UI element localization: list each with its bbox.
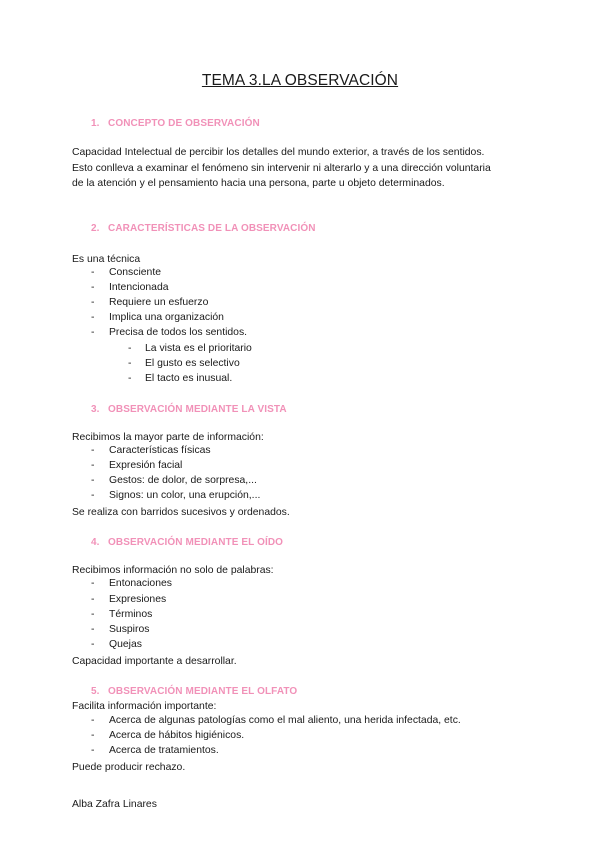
section-2-heading: [91, 223, 316, 234]
section-title: CARACTERÍSTICAS DE LA OBSERVACIÓN: [108, 223, 316, 234]
bullet: -: [91, 594, 95, 605]
section-number: 3.: [91, 404, 100, 415]
section-number: 4.: [91, 537, 100, 548]
section-intro: Facilita información importante:: [72, 701, 217, 712]
list-item-label: Signos: un color, una erupción,...: [109, 490, 261, 501]
list-item-label: Suspiros: [109, 624, 150, 635]
bullet: -: [91, 609, 95, 620]
bullet: -: [128, 358, 132, 369]
paragraph-line: de la atención y el pensamiento hacia una persona, parte u objeto determinados.: [72, 178, 445, 189]
bullet: -: [91, 639, 95, 650]
section-4-heading: [91, 537, 283, 548]
section-title: OBSERVACIÓN MEDIANTE EL OÍDO: [108, 537, 284, 548]
bullet: -: [91, 282, 95, 293]
section-number: 2.: [91, 223, 100, 234]
section-intro: Recibimos información no solo de palabras:: [72, 565, 274, 576]
sub-list-item-label: El tacto es inusual.: [145, 373, 233, 384]
list-item-label: Entonaciones: [109, 578, 172, 589]
bullet: -: [91, 715, 95, 726]
bullet: -: [91, 445, 95, 456]
section-intro: Recibimos la mayor parte de información:: [72, 432, 264, 443]
list-item-label: Intencionada: [109, 282, 169, 293]
list-item-label: Gestos: de dolor, de sorpresa,...: [109, 475, 257, 486]
list-item-label: Quejas: [109, 639, 142, 650]
list-item-label: Acerca de hábitos higiénicos.: [109, 730, 245, 741]
list-item-label: Precisa de todos los sentidos.: [109, 327, 248, 338]
section-outro: Capacidad importante a desarrollar.: [72, 656, 237, 667]
bullet: -: [91, 475, 95, 486]
section-title: OBSERVACIÓN MEDIANTE LA VISTA: [108, 404, 287, 415]
list-item-label: Implica una organización: [109, 312, 224, 323]
section-title: CONCEPTO DE OBSERVACIÓN: [108, 118, 260, 129]
bullet: -: [91, 267, 95, 278]
section-5-heading: [91, 686, 297, 697]
bullet: -: [91, 297, 95, 308]
section-number: 1.: [91, 118, 100, 129]
bullet: -: [91, 312, 95, 323]
bullet: -: [91, 327, 95, 338]
section-3-heading: [91, 404, 287, 415]
bullet: -: [91, 745, 95, 756]
bullet: -: [91, 624, 95, 635]
list-item-label: Consciente: [109, 267, 161, 278]
bullet: -: [91, 730, 95, 741]
bullet: -: [128, 373, 132, 384]
list-item-label: Requiere un esfuerzo: [109, 297, 209, 308]
bullet: -: [91, 460, 95, 471]
section-outro: Puede producir rechazo.: [72, 762, 186, 773]
list-item-label: Acerca de algunas patologías como el mal aliento, una herida infectada, etc.: [109, 715, 461, 726]
bullet: -: [128, 343, 132, 354]
section-intro: Es una técnica: [72, 254, 141, 265]
author-name: Alba Zafra Linares: [72, 799, 157, 810]
paragraph-line: Capacidad Intelectual de percibir los detalles del mundo exterior, a través de los sentidos.: [72, 147, 485, 158]
section-number: 5.: [91, 686, 100, 697]
list-item-label: Expresiones: [109, 594, 167, 605]
sub-list-item-label: El gusto es selectivo: [145, 358, 240, 369]
bullet: -: [91, 578, 95, 589]
list-item-label: Expresión facial: [109, 460, 183, 471]
section-1-heading: [91, 118, 260, 129]
sub-list-item-label: La vista es el prioritario: [145, 343, 252, 354]
page-title: TEMA 3.LA OBSERVACIÓN: [201, 72, 399, 89]
list-item-label: Características físicas: [109, 445, 211, 456]
list-item-label: Acerca de tratamientos.: [109, 745, 219, 756]
paragraph-line: Esto conlleva a examinar el fenómeno sin intervenir ni alterarlo y a una dirección voluntaria: [72, 163, 491, 174]
bullet: -: [91, 490, 95, 501]
section-title: OBSERVACIÓN MEDIANTE EL OLFATO: [108, 686, 298, 697]
section-outro: Se realiza con barridos sucesivos y ordenados.: [72, 507, 290, 518]
list-item-label: Términos: [109, 609, 153, 620]
